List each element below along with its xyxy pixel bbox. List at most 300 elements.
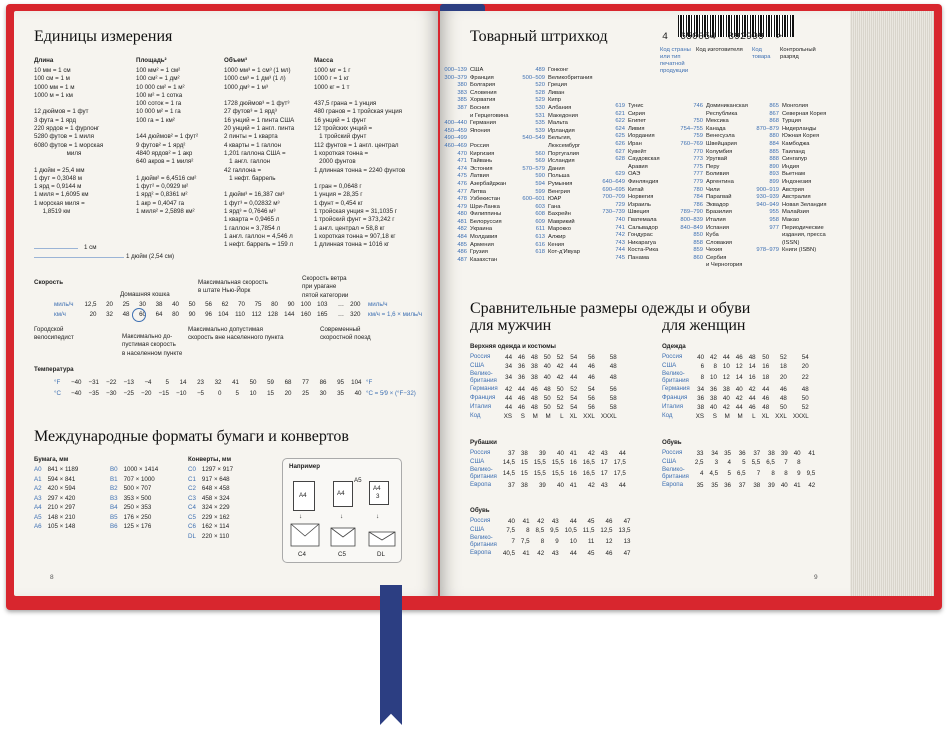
volume-list: 1000 мм³ = 1 см³ (1 мл) 1000 см³ = 1 дм³ (1 л) 1000 дм³ = 1 м³ 1728 дюймов³ = 1 фут³ 27 футов³ = 1 ярд³ 16 унций = 1 пинта США 20 унций = 1 англ. пинта 2 пинты = 1 кварта 4 кварты = 1 галлон 1,201 галлона США = 1 англ. галлон 42 галлона = 1 нефт. баррель 1 дюйм³ = 16,387 см³ 1 фут³ = 0,02832 м³ 1 ярд³ = 0,7646 м³ 1 кварта = 0,9465 л 1 галлон = 3,7854 л 1 англ. галлон = 4,546 л 1 нефт. баррель = 159 л — [224, 67, 295, 249]
country-name: Китай — [628, 186, 644, 193]
size-value: 40 — [697, 354, 705, 361]
country-name: Сингапур — [782, 156, 808, 163]
country-code-row — [444, 166, 511, 174]
country-code-row — [444, 173, 511, 181]
size-value: 33 — [696, 450, 704, 457]
size-value: 54 — [570, 403, 578, 411]
size-country: Код — [662, 411, 673, 419]
country-code-row — [680, 217, 751, 225]
size-row — [662, 394, 812, 403]
highlight-circle — [132, 308, 146, 322]
size-value: 6,5 — [736, 470, 746, 478]
size-value: 10 — [710, 374, 717, 382]
example-heading: Например — [289, 463, 321, 470]
country-name: Румыния — [548, 180, 573, 187]
size-value: 34 — [505, 374, 513, 382]
size-value: 42 — [556, 374, 564, 382]
country-codes-3 — [602, 103, 663, 262]
size-value — [804, 458, 819, 467]
size-value: 52 — [779, 354, 787, 361]
size-value: 40 — [793, 450, 801, 457]
speed-note-hurricane: Скорость ветра при урагане пятой категории — [302, 275, 349, 299]
code-range: 893 — [769, 171, 779, 178]
code-range: 486 — [457, 249, 467, 256]
country-name: Мальта — [548, 120, 568, 127]
code-range: 616 — [535, 241, 545, 248]
right-page — [440, 11, 850, 596]
kmh-value: 20 — [89, 311, 97, 318]
code-range: 477 — [457, 188, 467, 195]
country-code-row — [602, 240, 663, 248]
country-code-row — [522, 90, 596, 98]
country-code-row — [522, 211, 596, 219]
country-name: Гонконг — [548, 67, 569, 73]
f-value: 59 — [267, 379, 274, 386]
country-name: Колумбия — [706, 148, 733, 155]
size-value: 50 — [801, 394, 809, 402]
mph-value: 200 — [350, 301, 361, 308]
country-code-row — [756, 126, 830, 134]
size-value: 8 — [540, 538, 545, 546]
country-name: Австрия — [782, 186, 805, 193]
kmh-value: 165 — [317, 311, 328, 318]
format-row — [110, 513, 164, 523]
format-row — [34, 484, 84, 494]
code-range: 789–790 — [680, 209, 703, 216]
code-range: 741 — [615, 224, 625, 231]
size-value: 8 — [771, 470, 775, 478]
country-name: Аргентина — [706, 178, 734, 185]
country-code-row — [680, 194, 751, 202]
size-value: 44 — [569, 549, 577, 557]
size-value: 46 — [605, 549, 613, 557]
country-code-row — [522, 249, 596, 257]
size-value: 15,5 — [533, 459, 546, 466]
size-value: 46 — [587, 363, 595, 370]
size-value: 58 — [609, 403, 617, 411]
size-value: 8 — [784, 470, 788, 478]
country-name: Гватемала — [628, 216, 657, 223]
size-value: 42 — [735, 394, 743, 402]
code-range: 867 — [769, 110, 779, 117]
mph-formula: миль/ч — [368, 301, 388, 308]
arrow-icon: ↓ — [340, 513, 344, 520]
cm-label: 1 см — [84, 244, 97, 251]
code-range: 618 — [535, 249, 545, 256]
country-code-row — [522, 113, 596, 121]
country-code-row — [522, 151, 596, 159]
barcode-digits: 4 650054 892999 > — [662, 32, 783, 43]
code-range: 750 — [693, 118, 703, 125]
size-value: 48 — [762, 403, 770, 411]
c4-label: C4 — [298, 551, 306, 558]
country-code-row — [444, 242, 511, 250]
format-size: 1297 × 917 — [201, 466, 234, 473]
country-name: Куба — [706, 232, 719, 239]
format-code: C6 — [188, 523, 196, 530]
format-code: C0 — [188, 466, 196, 473]
code-range: 730–739 — [602, 209, 625, 216]
country-name: Норвегия — [628, 194, 654, 201]
format-row — [34, 475, 84, 485]
country-code-row — [444, 234, 511, 242]
mph-value: 20 — [106, 301, 113, 308]
size-value: 16 — [569, 470, 577, 478]
size-value: 47 — [623, 549, 631, 557]
format-row — [188, 532, 239, 542]
size-value: 20 — [779, 374, 787, 382]
country-code-row — [522, 82, 596, 90]
size-row — [662, 353, 812, 362]
code-range: 625 — [615, 133, 625, 140]
country-name: Новая Зеландия — [782, 201, 827, 208]
mph-value: 103 — [317, 301, 328, 308]
size-value: 52 — [556, 354, 564, 361]
country-name: Ирландия — [548, 127, 575, 134]
country-name: Монголия — [782, 103, 809, 109]
size-country: Россия — [470, 449, 491, 457]
country-code-row — [756, 118, 830, 126]
c-value: −10 — [176, 390, 187, 397]
format-row — [34, 503, 84, 513]
code-range: 539 — [535, 127, 545, 134]
format-size: 210 × 297 — [47, 504, 76, 511]
kmh-label: км/ч — [54, 311, 66, 318]
format-code: DL — [188, 532, 196, 540]
size-value: 42 — [808, 481, 816, 489]
size-value: 44 — [618, 450, 626, 457]
country-name: Молдавия — [470, 234, 498, 241]
size-country: Россия — [662, 449, 683, 457]
c-value: 25 — [302, 390, 309, 397]
country-code-row — [444, 158, 511, 166]
size-value: 48 — [543, 385, 551, 393]
size-value: 14,5 — [502, 470, 515, 478]
country-name: ОАЭ — [628, 171, 641, 178]
country-name: Сербия и Черногория — [706, 254, 743, 269]
kmh-value: 64 — [155, 311, 163, 318]
kmh-value: 320 — [350, 311, 361, 318]
format-code: B0 — [110, 466, 118, 473]
country-name: Белоруссия — [470, 218, 502, 225]
size-value: 48 — [530, 403, 538, 411]
size-value: 9,5 — [806, 470, 816, 478]
size-value: 42 — [537, 549, 545, 557]
size-value: 7,5 — [520, 538, 530, 546]
country-code-row — [444, 90, 511, 98]
mph-value: 75 — [254, 301, 262, 308]
kmh-value: 96 — [205, 311, 212, 318]
size-value: 16,5 — [582, 470, 595, 478]
format-row — [34, 522, 84, 532]
code-range: 450–459 — [444, 127, 467, 134]
c-value: −25 — [123, 390, 134, 397]
size-country: Европа — [470, 548, 492, 556]
size-value: 12 — [722, 374, 730, 382]
size-value: 54 — [570, 354, 578, 361]
code-range: 759 — [693, 133, 703, 140]
size-value: 50 — [779, 403, 787, 411]
country-name: Уругвай — [706, 156, 728, 163]
country-name: Венгрия — [548, 188, 571, 195]
size-value: XXXL — [600, 412, 617, 420]
country-code-row — [444, 128, 511, 136]
country-code-row — [522, 219, 596, 227]
kmh-value: 144 — [284, 311, 295, 318]
size-value: 44 — [518, 385, 525, 393]
format-row — [110, 494, 164, 504]
size-country: Италия — [662, 402, 684, 410]
country-code-row — [522, 196, 596, 204]
format-code: A5 — [34, 513, 42, 521]
size-row — [662, 449, 818, 458]
code-range: 619 — [615, 103, 625, 109]
f-label: °F — [54, 379, 61, 386]
c-value: 5 — [235, 390, 239, 397]
size-value: 50 — [543, 394, 551, 402]
code-range: 754–755 — [680, 125, 703, 132]
country-name: Алжир — [548, 234, 566, 241]
country-code-row — [756, 209, 830, 217]
country-code-row — [602, 141, 663, 149]
f-value: 50 — [249, 379, 257, 386]
size-value: 8,5 — [535, 527, 545, 534]
country-name: Узбекистан — [470, 196, 501, 203]
country-code-row — [756, 179, 830, 187]
size-row — [470, 481, 629, 490]
country-code-row — [756, 217, 830, 225]
country-name: Болгария — [470, 82, 496, 89]
size-value: 14 — [748, 363, 756, 370]
code-range: 613 — [535, 234, 545, 241]
size-value: 36 — [518, 363, 525, 370]
size-value: 46 — [530, 385, 538, 393]
size-value: 44 — [748, 394, 756, 402]
country-name: Сирия — [628, 110, 646, 117]
size-country: США — [470, 526, 485, 534]
units-title: Единицы измерения — [34, 28, 173, 45]
format-row — [110, 484, 164, 494]
size-country: Франция — [470, 393, 496, 401]
country-code-row — [444, 135, 511, 143]
code-range: 890 — [769, 163, 779, 170]
country-code-row — [444, 143, 511, 151]
size-value: 12,5 — [600, 527, 613, 534]
c-value: 10 — [249, 390, 257, 397]
format-row — [34, 513, 84, 523]
size-value: 5 — [727, 470, 731, 478]
size-value: 52 — [556, 394, 564, 402]
size-value: XXL — [775, 412, 787, 420]
country-code-row — [522, 135, 596, 150]
size-value: 10,5 — [564, 527, 577, 534]
c-value: −30 — [106, 390, 117, 397]
code-range: 621 — [615, 110, 625, 117]
men-outer-table — [470, 353, 620, 421]
code-range: 471 — [457, 158, 467, 165]
country-name: Испания — [706, 224, 730, 231]
women-shoe-heading: Обувь — [662, 439, 682, 446]
format-size: 353 × 500 — [123, 494, 152, 502]
size-value: 46 — [518, 354, 525, 361]
size-value: 54 — [570, 394, 578, 402]
paper-b-table — [110, 465, 164, 532]
size-row — [470, 371, 620, 385]
size-value: 40 — [543, 363, 551, 370]
size-value: 48 — [530, 354, 538, 361]
country-name: ЮАР — [548, 196, 562, 203]
code-range: 475 — [457, 173, 467, 180]
size-value: 50 — [556, 385, 564, 393]
country-name: Исландия — [548, 158, 575, 165]
size-country: Велико- британия — [662, 466, 689, 480]
size-value: 18 — [762, 374, 770, 382]
country-name: Доминиканская Республика — [706, 103, 748, 117]
country-name: Северная Корея — [782, 110, 827, 117]
format-row — [188, 465, 239, 475]
code-range: 955 — [769, 209, 779, 216]
country-code-row — [602, 209, 663, 217]
country-name: Россия — [470, 142, 490, 149]
format-size: 162 × 114 — [201, 523, 230, 530]
size-value: 38 — [520, 481, 528, 489]
f-value: 5 — [165, 379, 169, 386]
size-value: 40 — [722, 394, 730, 402]
code-range: 569 — [535, 158, 545, 165]
size-value: 35 — [724, 450, 731, 457]
mph-value: … — [337, 301, 344, 308]
f-value: −31 — [88, 379, 99, 386]
size-country: Велико- британия — [470, 534, 497, 548]
size-country: США — [470, 458, 485, 466]
country-name: Кувейт — [628, 148, 647, 155]
size-value: 14,5 — [502, 459, 515, 466]
size-value: 38 — [530, 363, 538, 370]
country-name: Маврикий — [548, 218, 575, 225]
size-row — [470, 412, 620, 421]
country-code-row — [680, 209, 751, 217]
size-value: 44 — [735, 403, 743, 411]
size-value: 43 — [600, 450, 608, 457]
size-value: 4,5 — [709, 470, 719, 478]
a4-third-icon: A4 3 — [369, 481, 389, 505]
country-code-row — [680, 247, 751, 255]
size-value: 34 — [697, 385, 705, 393]
country-name: Макао — [782, 216, 800, 223]
country-name: Казахстан — [470, 256, 498, 263]
size-value: M — [545, 412, 551, 420]
size-value: 46 — [518, 394, 525, 402]
country-name: Германия — [470, 120, 496, 127]
country-code-row — [522, 97, 596, 105]
code-range: 474 — [457, 165, 467, 172]
arrow-icon: ↓ — [299, 513, 303, 520]
country-code-row — [444, 219, 511, 227]
size-value: 36 — [697, 394, 705, 402]
size-value: 41 — [522, 549, 530, 557]
c-value: −35 — [88, 390, 99, 397]
country-name: Иордания — [628, 133, 655, 140]
country-code-row — [602, 217, 663, 225]
size-value: 14 — [735, 374, 743, 382]
size-value: 40 — [543, 374, 551, 382]
code-range: 490–499 — [444, 135, 467, 142]
c-formula: °C = 5⁄9 × (°F−32) — [366, 390, 416, 397]
size-row — [470, 449, 629, 458]
country-name: Кения — [548, 241, 565, 248]
code-range: 629 — [615, 171, 625, 178]
size-value: 36 — [738, 450, 746, 457]
format-size: 648 × 458 — [201, 485, 230, 492]
format-size: 707 × 1000 — [123, 475, 155, 483]
country-name: Латвия — [470, 173, 490, 180]
size-value: 6,5 — [766, 459, 775, 466]
format-row — [110, 465, 164, 475]
size-value: 54 — [587, 385, 595, 393]
code-range: 884 — [769, 140, 779, 147]
format-code: A4 — [34, 504, 42, 511]
format-row — [110, 503, 164, 513]
format-row — [188, 513, 239, 523]
a5-label: A5 — [354, 477, 362, 484]
size-value: 38 — [722, 385, 730, 393]
size-value: S — [712, 412, 717, 420]
size-value: 47 — [623, 518, 631, 525]
country-code-row — [522, 120, 596, 128]
f-value: 41 — [232, 379, 239, 386]
format-size: 917 × 648 — [201, 475, 230, 483]
country-code-row — [680, 240, 751, 248]
country-code-row — [444, 226, 511, 234]
country-name: Индия — [782, 163, 800, 170]
size-value: 50 — [543, 354, 551, 361]
format-row — [34, 465, 84, 475]
country-code-row — [522, 105, 596, 113]
c-value: −20 — [141, 390, 152, 397]
code-range: 885 — [769, 148, 779, 155]
code-range: 622 — [615, 118, 625, 125]
code-range: 626 — [615, 140, 625, 147]
country-code-row — [602, 111, 663, 119]
format-row — [110, 475, 164, 485]
country-code-row — [444, 75, 511, 83]
size-value: 8 — [713, 363, 717, 370]
mph-value: 50 — [188, 301, 196, 308]
page-edges — [850, 11, 934, 596]
country-code-row — [522, 75, 596, 83]
country-code-row — [444, 181, 511, 189]
country-code-row — [602, 171, 663, 179]
country-name: Бахрейн — [548, 211, 571, 218]
country-name: Египет — [628, 118, 647, 125]
example-box — [282, 458, 402, 563]
code-range: 870–879 — [756, 125, 779, 132]
size-value: L — [752, 412, 756, 420]
format-size: 458 × 324 — [201, 494, 230, 502]
size-value: 50 — [762, 354, 770, 361]
size-value: 5,5 — [751, 459, 761, 466]
format-size: 420 × 594 — [47, 485, 76, 492]
men-shirt-heading: Рубашки — [470, 439, 497, 446]
c-value: −15 — [158, 390, 169, 397]
size-value: 48 — [801, 385, 809, 393]
size-value: 42 — [505, 385, 513, 393]
size-country: Германия — [470, 384, 498, 392]
country-name: Венесуэла — [706, 133, 735, 140]
country-name: Франция — [470, 74, 494, 81]
code-range: 865 — [769, 103, 779, 109]
size-value: 35 — [711, 481, 719, 489]
